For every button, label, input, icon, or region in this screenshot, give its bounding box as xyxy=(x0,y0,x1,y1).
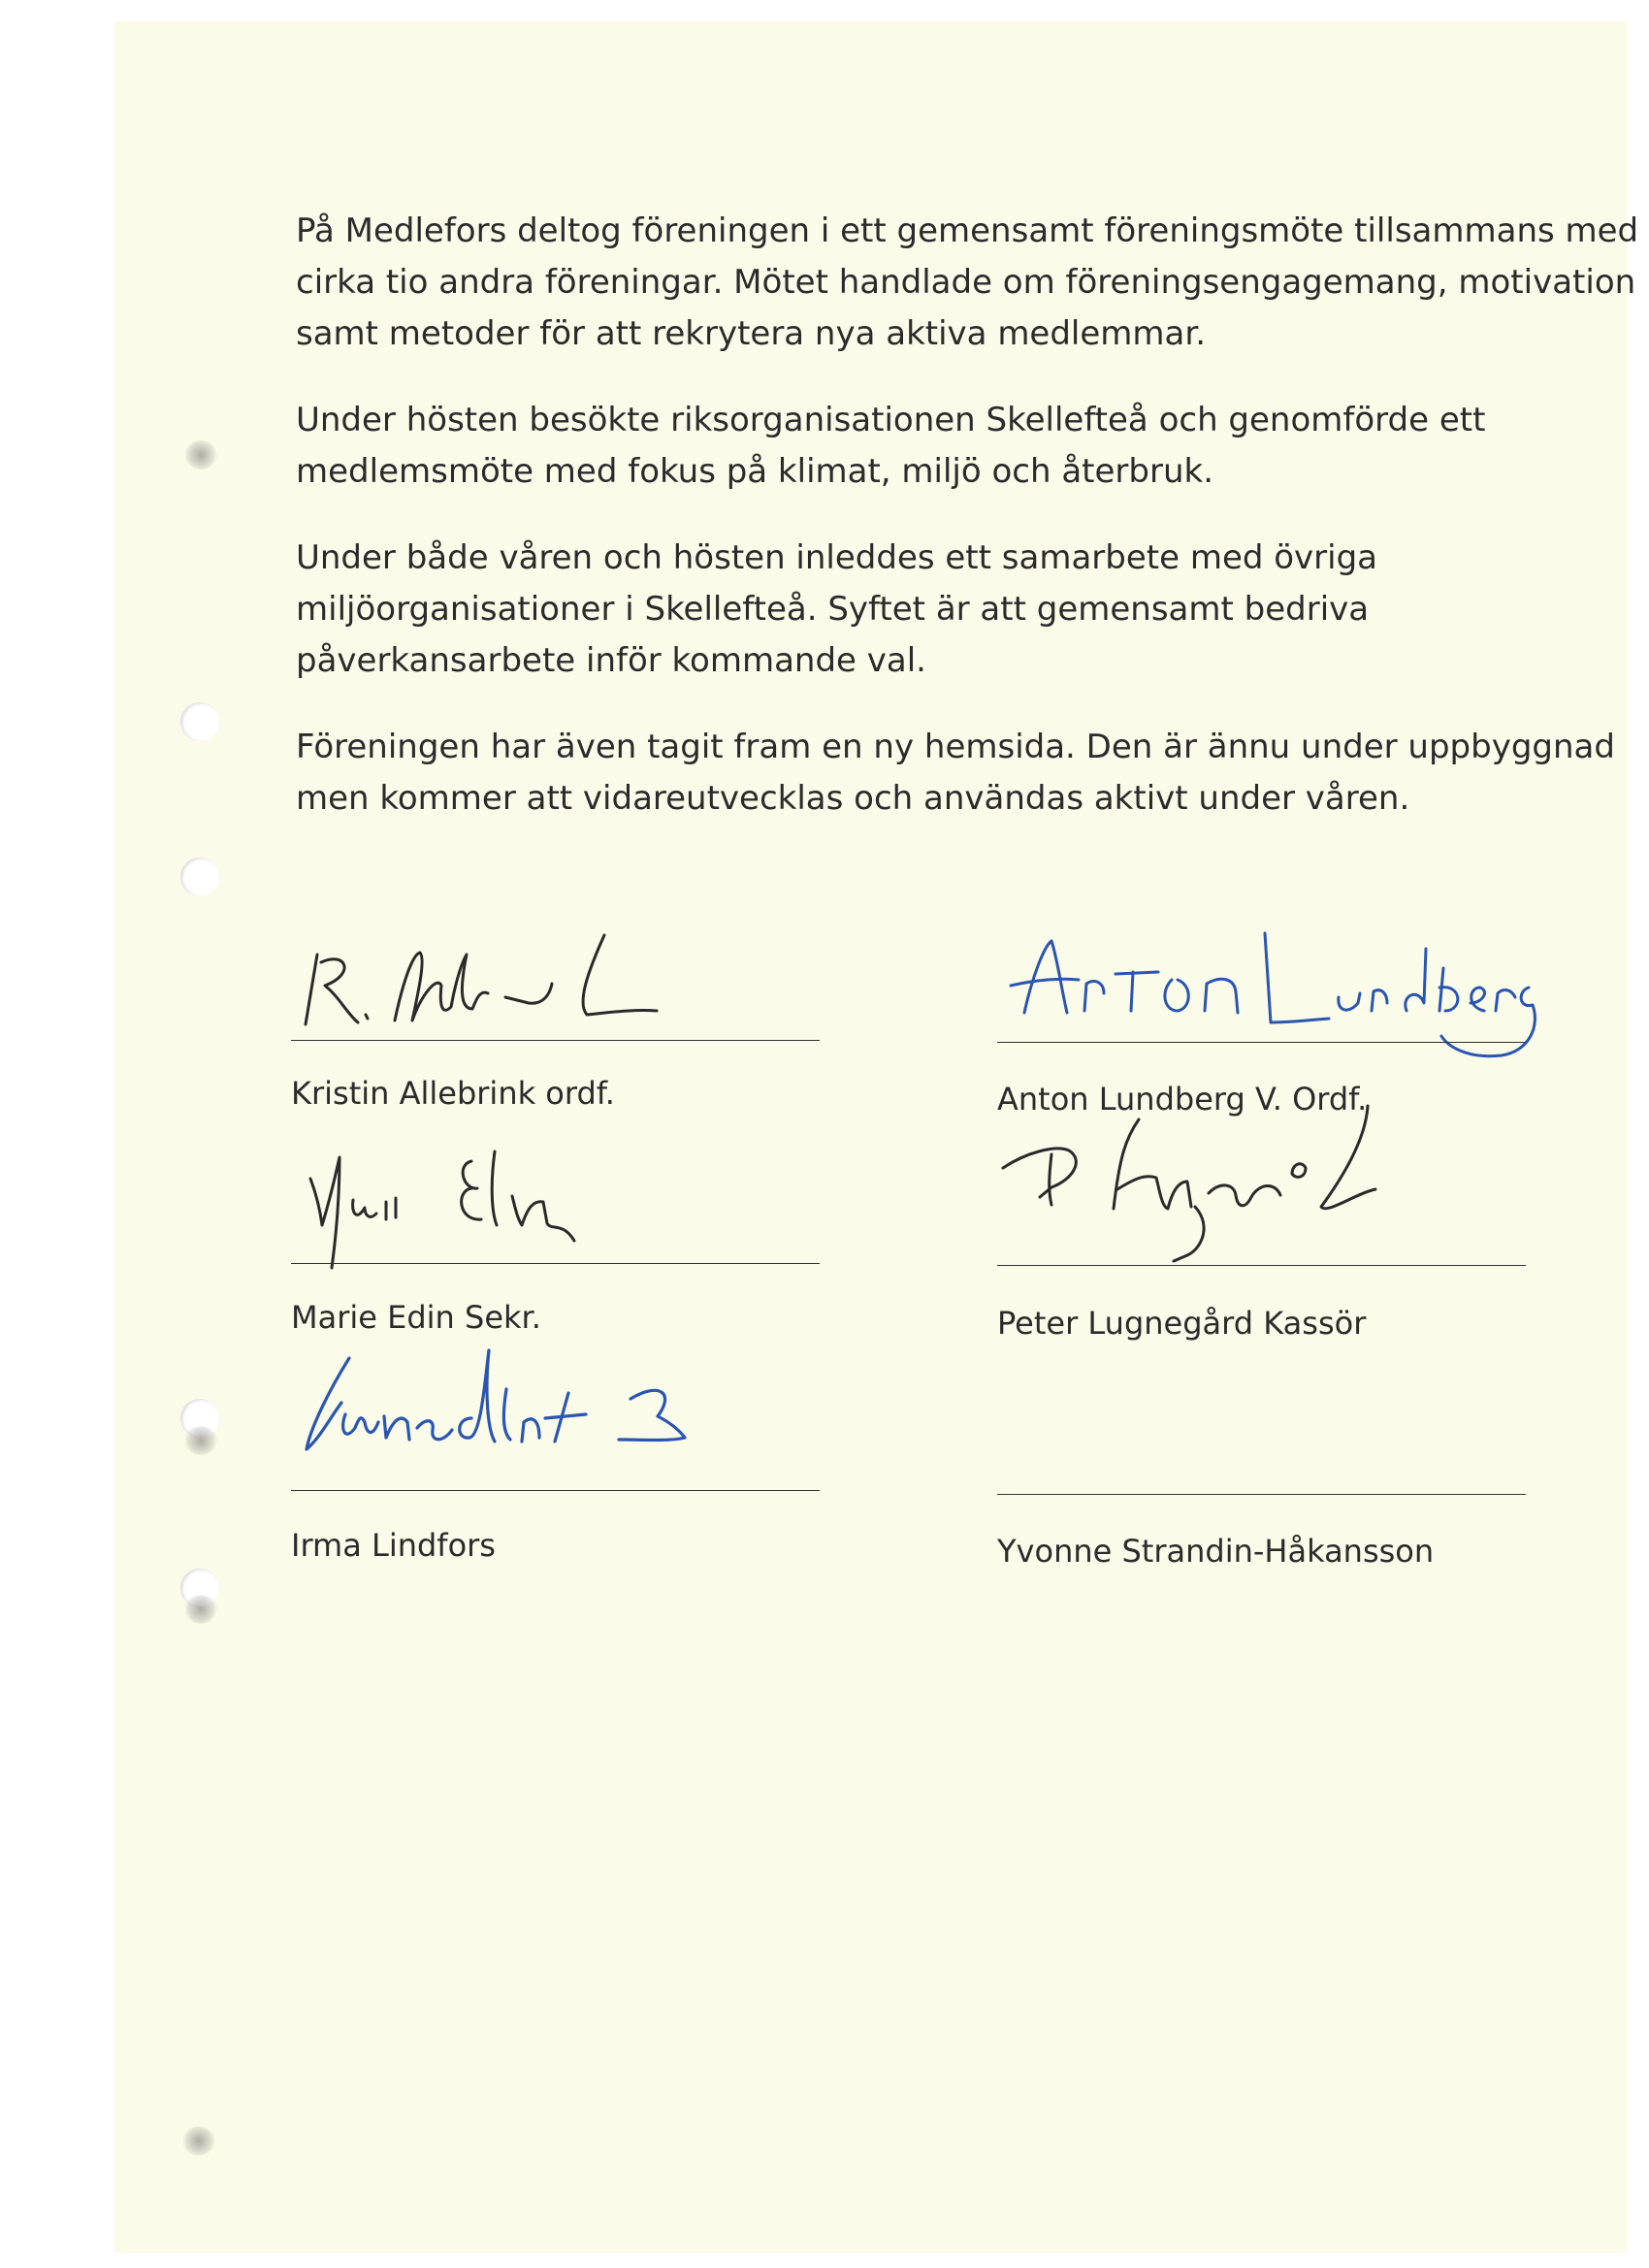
punch-hole-mark xyxy=(184,1426,217,1455)
document-page xyxy=(114,21,1639,2252)
signature-line xyxy=(997,1494,1526,1495)
signatory-name: Anton Lundberg V. Ordf. xyxy=(997,1081,1368,1118)
signatory-name: Kristin Allebrink ordf. xyxy=(291,1075,615,1112)
punch-hole-mark xyxy=(184,1595,217,1624)
signature-line xyxy=(997,1042,1526,1043)
punch-hole-mark xyxy=(182,2126,215,2155)
signature-line xyxy=(291,1263,820,1264)
paragraph-samarbete: Under både våren och hösten inleddes ett samarbete med övriga miljöorganisationer i Skellefteå. Syftet är att gemensamt bedriva påverkansarbete inför kommande val. xyxy=(296,538,1378,680)
handwritten-signature-marie xyxy=(301,1132,611,1278)
handwritten-signature-irma xyxy=(291,1321,718,1467)
signature-line xyxy=(291,1040,820,1041)
paragraph-hemsida: Föreningen har även tagit fram en ny hemsida. Den är ännu under uppbyggnad men kommer att vidareutvecklas och användas aktivt under våren. xyxy=(296,728,1615,818)
punch-hole-mark xyxy=(184,440,217,470)
document-body xyxy=(296,206,1649,859)
signature-line xyxy=(291,1490,820,1491)
paragraph-riksorganisation: Under hösten besökte riksorganisationen Skellefteå och genomförde ett medlemsmöte med fokus på klimat, miljö och återbruk. xyxy=(296,401,1486,491)
signatory-name: Yvonne Strandin-Håkansson xyxy=(997,1533,1435,1570)
signatory-name: Marie Edin Sekr. xyxy=(291,1299,541,1336)
paragraph-medlefors: På Medlefors deltog föreningen i ett gemensamt föreningsmöte tillsammans med cirka tio andra föreningar. Mötet handlade om föreningsengagemang, motivation samt metoder för att rekrytera nya aktiva medlemmar. xyxy=(296,211,1639,353)
punch-hole xyxy=(180,858,219,896)
punch-hole xyxy=(180,702,219,741)
handwritten-signature-kristin xyxy=(296,925,664,1032)
signatory-name: Irma Lindfors xyxy=(291,1527,496,1564)
signatory-name: Peter Lugnegård Kassör xyxy=(997,1305,1367,1342)
signature-line xyxy=(997,1265,1526,1266)
